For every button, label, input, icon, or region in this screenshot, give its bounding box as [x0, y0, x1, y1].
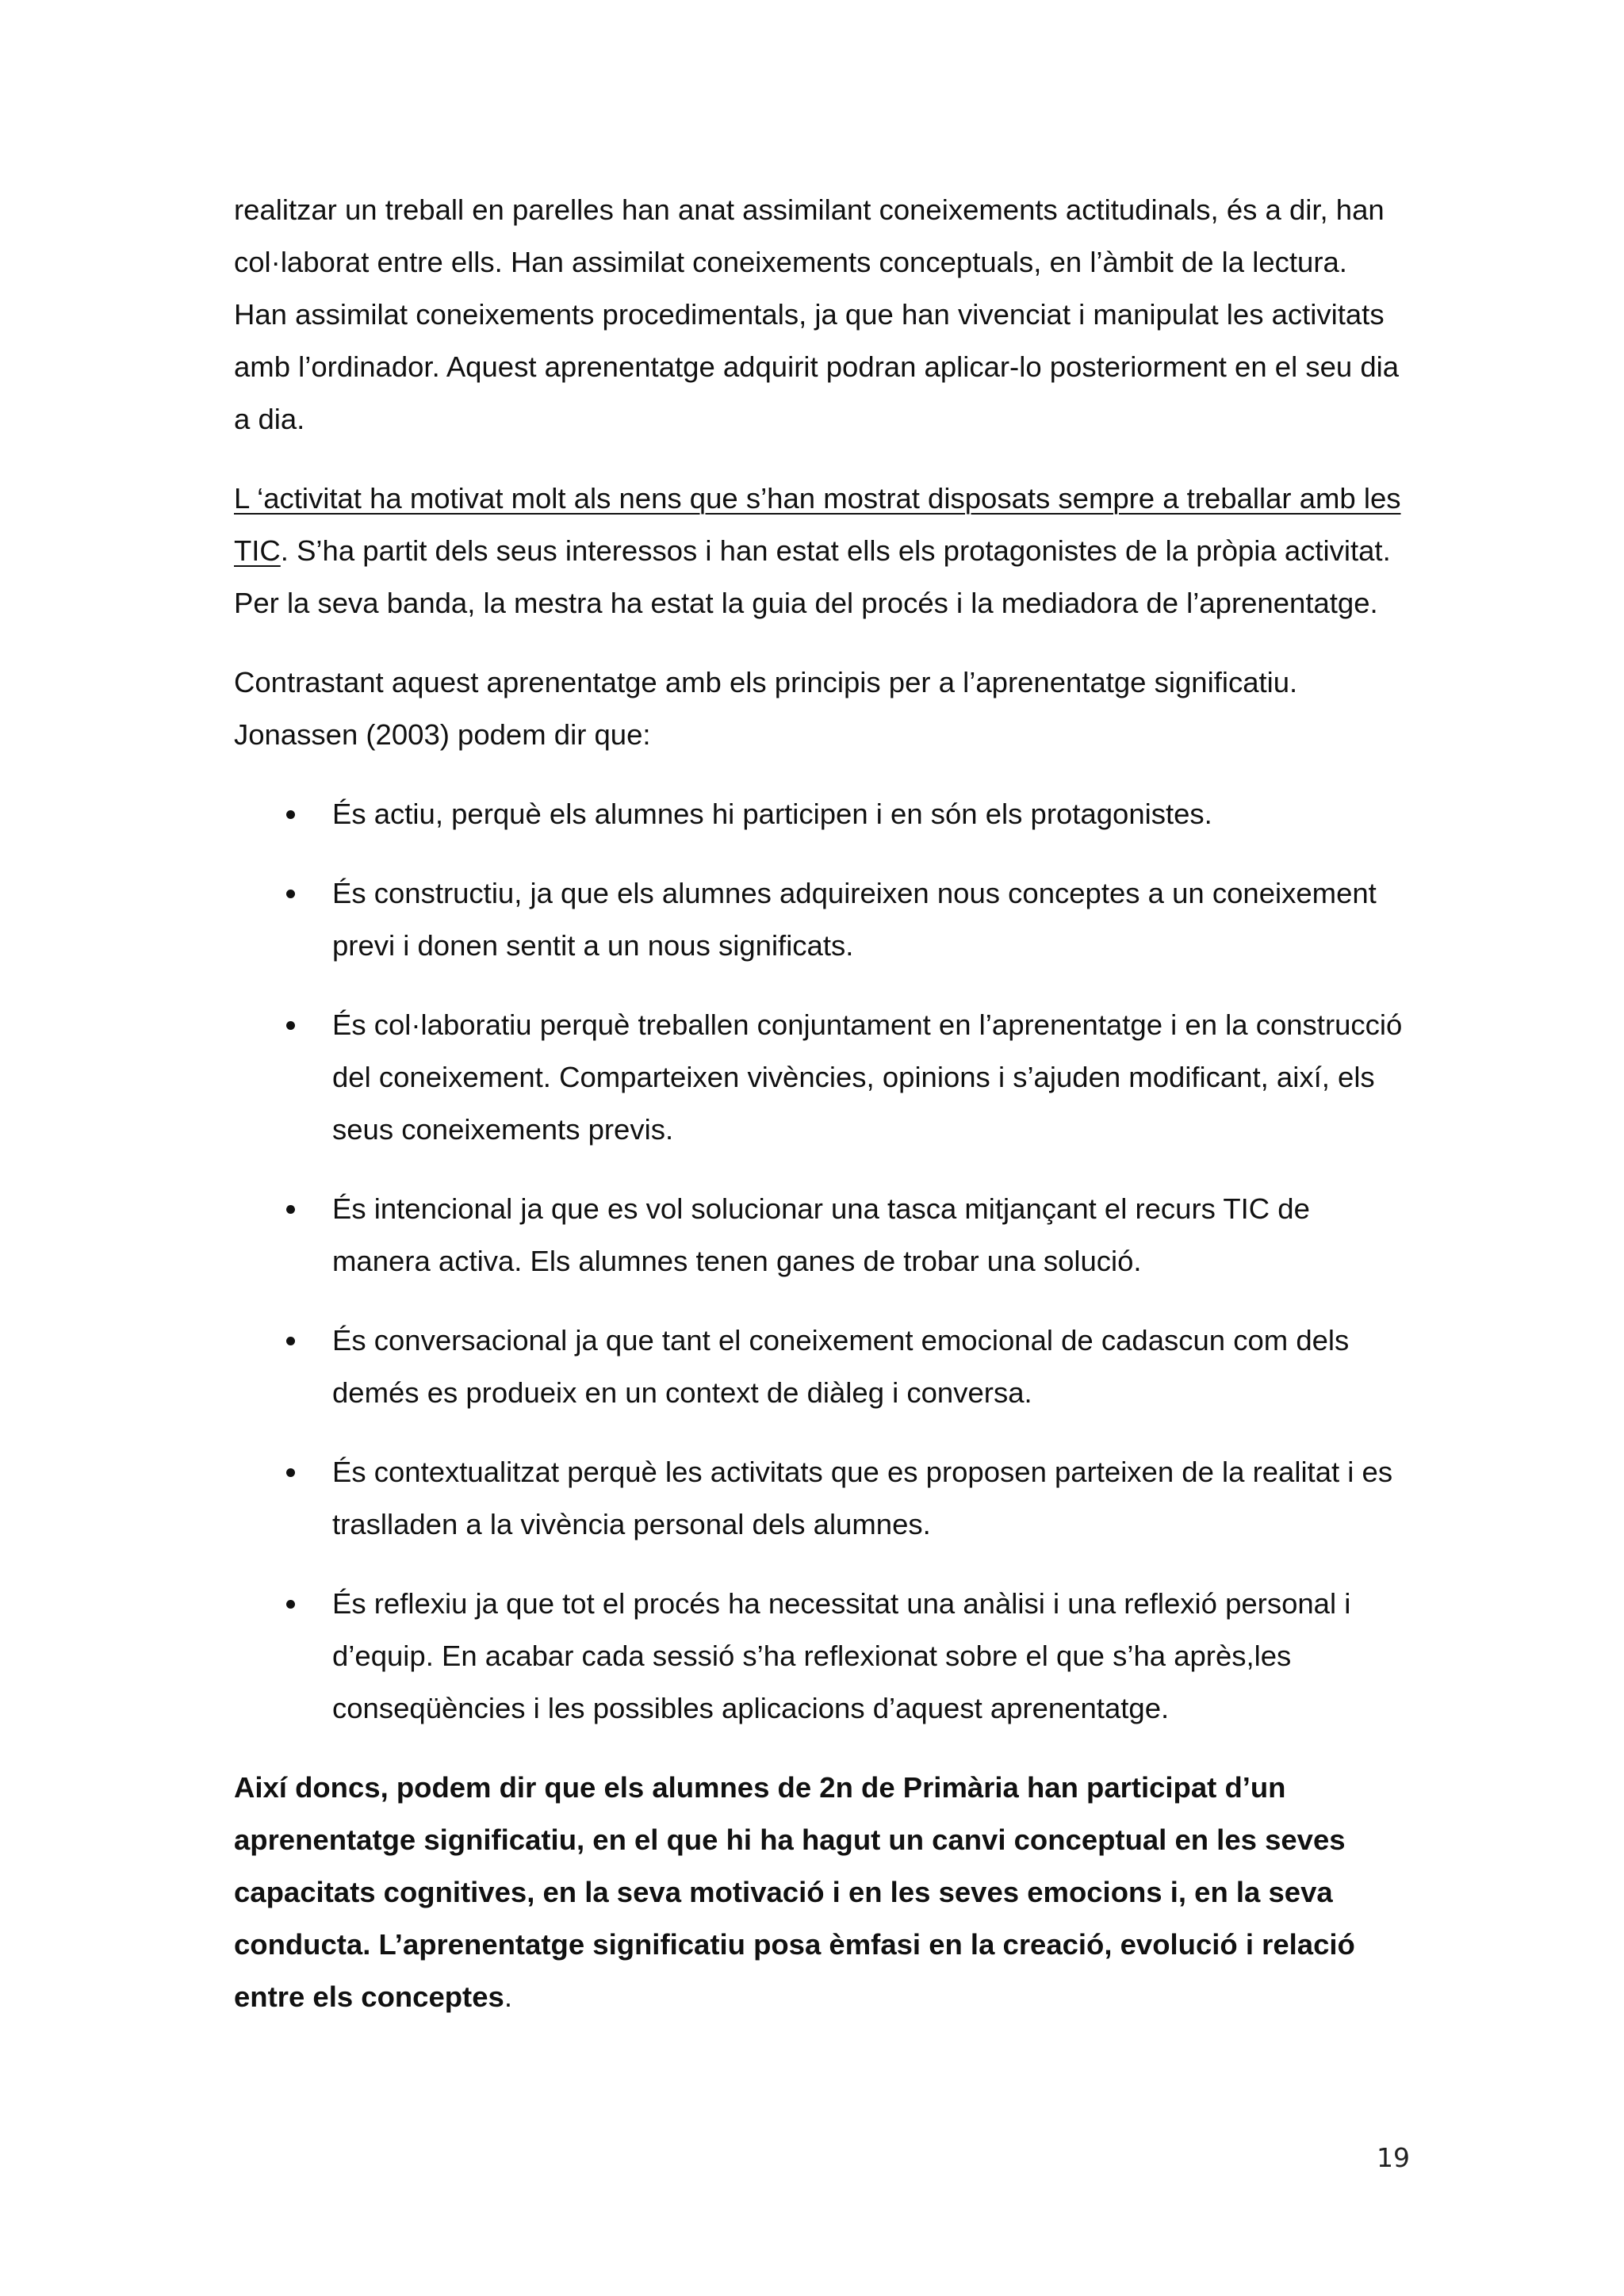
conclusion-period: .	[504, 1980, 512, 2013]
bullet-icon	[286, 1205, 295, 1214]
list-item: És actiu, perquè els alumnes hi participen i en són els protagonistes.	[234, 788, 1408, 840]
paragraph-conclusion	[234, 1762, 1408, 2023]
underlined-sentence: L ‘activitat ha motivat molt als nens que s’han mostrat disposats sempre a treballar amb les TIC	[234, 482, 1401, 567]
bullet-icon	[286, 1600, 295, 1609]
list-item: És contextualitzat perquè les activitats que es proposen parteixen de la realitat i es traslladen a la vivència personal dels alumnes.	[234, 1446, 1408, 1551]
page-number: 19	[1377, 2142, 1410, 2173]
paragraph-assimilation: realitzar un treball en parelles han anat assimilant coneixements actitudinals, és a dir, han col·laborat entre ells. Han assimilat coneixements conceptuals, en l’àmbit de la lectura. Han assimilat coneixements procedimentals, ja que han vivenciat i manipulat les activitats amb l’ordinador. Aquest aprenentatge adquirit podran aplicar-lo posteriorment en el seu dia a dia.	[234, 193, 1400, 435]
conclusion-bold-text: Així doncs, podem dir que els alumnes de 2n de Primària han participat d’un aprenentatge significatiu, en el que hi ha hagut un canvi conceptual en les seves capacitats cognitives, en la seva motivació i en les seves emocions i, en la seva conducta. L’aprenentatge significatiu posa èmfasi en la creació, evolució i relació entre els conceptes	[234, 1771, 1355, 2013]
paragraph-motivation-rest: . S’ha partit dels seus interessos i han estat ells els protagonistes de la pròpia activitat. Per la seva banda, la mestra ha estat la guia del procés i la mediadora de l’aprenentatge.	[234, 534, 1391, 619]
list-item: És intencional ja que es vol solucionar una tasca mitjançant el recurs TIC de manera activa. Els alumnes tenen ganes de trobar una solució.	[234, 1183, 1408, 1288]
list-item: És reflexiu ja que tot el procés ha necessitat una anàlisi i una reflexió personal i d’equip. En acabar cada sessió s’ha reflexionat sobre el que s’ha après,les conseqüències i les possibles aplicacions d’aquest aprenentatge.	[234, 1578, 1408, 1735]
bullet-icon	[286, 810, 295, 819]
list-item: És conversacional ja que tant el coneixement emocional de cadascun com dels demés es produeix en un context de diàleg i conversa.	[234, 1314, 1408, 1419]
bullet-icon	[286, 890, 295, 898]
principles-list	[234, 788, 1408, 1735]
list-item: És constructiu, ja que els alumnes adquireixen nous conceptes a un coneixement previ i donen sentit a un nous significats.	[234, 867, 1408, 972]
paragraph-motivation	[234, 473, 1408, 629]
bullet-icon	[286, 1468, 295, 1477]
bullet-icon	[286, 1337, 295, 1345]
list-item: És col·laboratiu perquè treballen conjuntament en l’aprenentatge i en la construcció del coneixement. Comparteixen vivències, opinions i s’ajuden modificant, així, els seus coneixements previs.	[234, 999, 1408, 1156]
page-content	[234, 184, 1408, 2023]
bullet-icon	[286, 1021, 295, 1030]
paragraph-jonassen: Contrastant aquest aprenentatge amb els principis per a l’aprenentatge significatiu. Jonassen (2003) podem dir que:	[234, 666, 1298, 751]
